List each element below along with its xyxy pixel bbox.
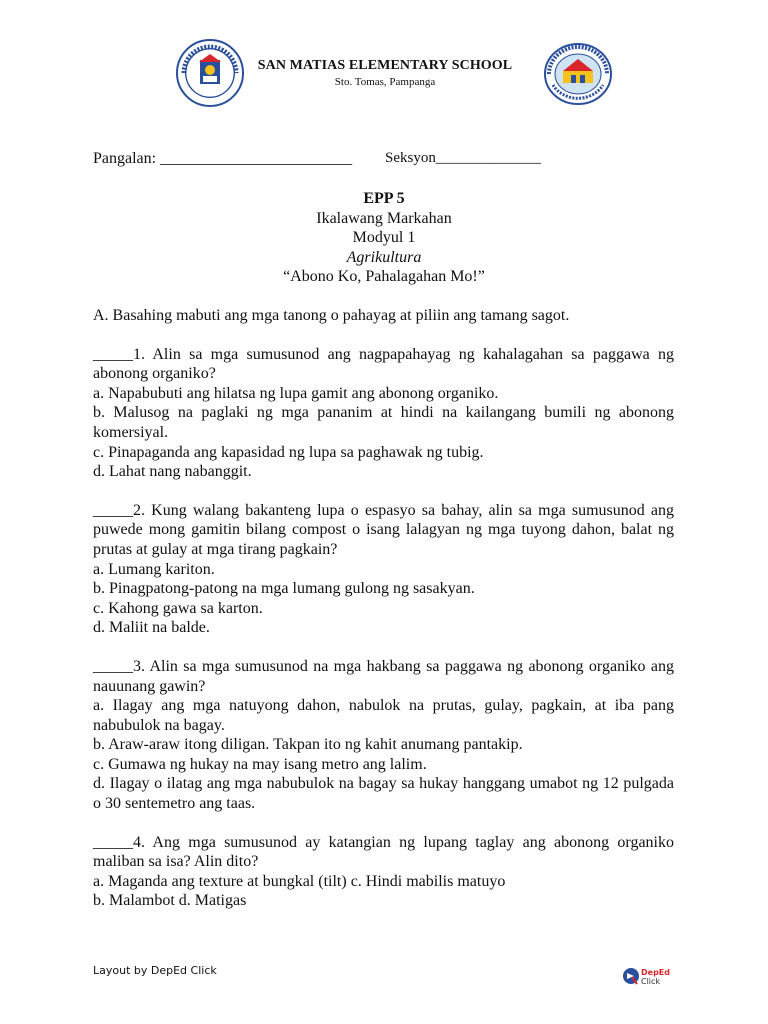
choice-d: d. Maliit na balde. [93, 619, 210, 637]
choice-b: b. Malusog na paglaki ng mga pananim at hindi na kailangang bumili ng abonong komersiyal. [93, 404, 674, 441]
name-section-line [93, 150, 541, 168]
question-stem: _____3. Alin sa mga sumusunod na mga hakbang sa paggawa ng abonong organiko ang nauunang gawin? [93, 657, 674, 695]
question-4 [93, 833, 674, 911]
logo-text-click: Click [641, 977, 661, 986]
school-seal-logo [543, 39, 613, 109]
lesson-title: “Abono Ko, Pahalagahan Mo!” [283, 268, 485, 286]
section-field[interactable]: Seksyon______________ [385, 150, 541, 166]
choice-c: c. Kahong gawa sa karton. [93, 599, 263, 617]
choice-a: a. Napabubuti ang hilatsa ng lupa gamit ang abonong organiko. [93, 384, 499, 402]
choice-b-d: b. Malambot d. Matigas [93, 892, 247, 910]
instruction-text: A. Basahing mabuti ang mga tanong o pahayag at piliin ang tamang sagot. [93, 307, 570, 324]
choice-d: d. Lahat nang nabanggit. [93, 463, 252, 481]
title-block [0, 189, 768, 287]
question-stem: _____2. Kung walang bakanteng lupa o espasyo sa bahay, alin sa mga sumusunod ang puwede mong gamitin bilang compost o isang lalagyan ng mga tuyong dahon, balat ng prutas at gulay at mga tirang pagkain? [93, 501, 674, 558]
question-1 [93, 345, 674, 482]
choice-b: b. Pinagpatong-patong na mga lumang gulong ng sasakyan. [93, 580, 475, 598]
question-stem: _____1. Alin sa mga sumusunod ang nagpapahayag ng kahalagahan sa paggawa ng abonong organiko? [93, 345, 674, 383]
deped-click-logo [622, 964, 682, 988]
layout-credit: Layout by DepEd Click [93, 964, 217, 977]
choice-d: d. Ilagay o ilatag ang mga nabubulok na bagay sa hukay hanggang umabot ng 12 pulgada o 30 sentemetro ang taas. [93, 775, 674, 813]
subject-title: EPP 5 [363, 190, 405, 207]
choice-b: b. Araw-araw itong diligan. Takpan ito ng kahit anumang pantakip. [93, 736, 523, 754]
question-stem: _____4. Ang mga sumusunod ay katangian ng lupang taglay ang abonong organiko maliban sa isa? Alin dito? [93, 833, 674, 871]
school-address: Sto. Tomas, Pampanga [334, 76, 436, 88]
question-2 [93, 501, 674, 638]
choice-a: a. Ilagay ang mga natuyong dahon, nabulok na prutas, gulay, pagkain, at iba pang nabubulok na bagay. [93, 697, 674, 734]
worksheet-content [93, 306, 674, 930]
question-3 [93, 657, 674, 814]
choice-a: a. Lumang kariton. [93, 560, 215, 578]
choice-c: c. Gumawa ng hukay na may isang metro ang lalim. [93, 755, 427, 773]
choice-c: c. Pinapaganda ang kapasidad ng lupa sa paghawak ng tubig. [93, 443, 484, 461]
topic-title: Agrikultura [346, 248, 422, 266]
name-field[interactable]: Pangalan: ________________________ [93, 150, 353, 167]
module-title: Modyul 1 [352, 229, 416, 247]
logo-text-deped: DepEd [641, 968, 670, 977]
school-name: SAN MATIAS ELEMENTARY SCHOOL [257, 58, 513, 73]
quarter-title: Ikalawang Markahan [316, 209, 452, 227]
deped-seal-logo [175, 38, 245, 108]
choice-a-c: a. Maganda ang texture at bungkal (tilt) c. Hindi mabilis matuyo [93, 872, 506, 890]
